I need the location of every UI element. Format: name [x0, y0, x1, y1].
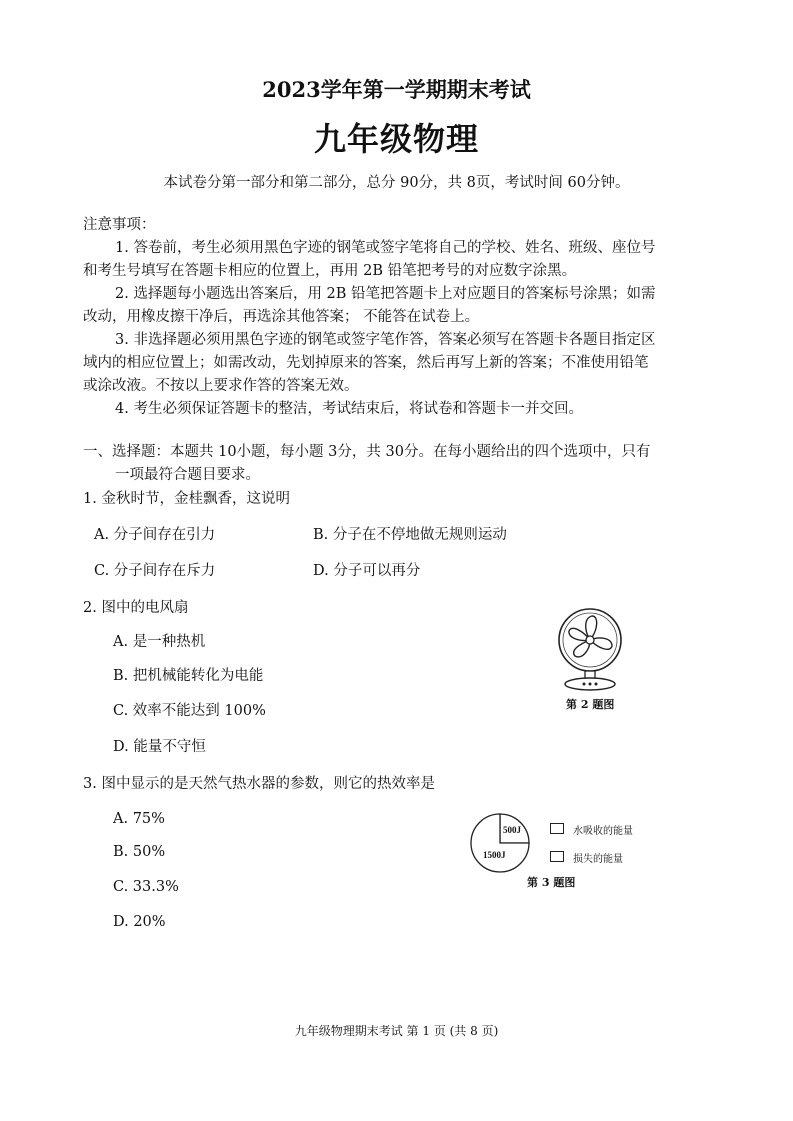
question-1-option-c: C. 分子间存在斥力: [94, 563, 216, 579]
question-3-stem: 3. 图中显示的是天然气热水器的参数，则它的热效率是: [83, 776, 435, 792]
notice-item-2-line-2: 改动，用橡皮擦干净后，再选涂其他答案； 不能答在试卷上。: [83, 309, 480, 325]
subject-title: 九年级物理: [313, 120, 479, 158]
question-3-option-c: C. 33.3%: [113, 879, 179, 895]
notice-item-2-line-1: 2. 选择题每小题选出答案后，用 2B 铅笔把答题卡上对应题目的答案标号涂黑；如需: [115, 286, 656, 302]
question-2-figure-caption: 第 2 题图: [566, 698, 615, 711]
question-2-option-d: D. 能量不守恒: [113, 739, 206, 755]
exam-title: 2023学年第一学期期末考试: [262, 77, 531, 102]
notice-item-1-line-1: 1. 答卷前，考生必须用黑色字迹的钢笔或签字笔将自己的学校、姓名、班级、座位号: [115, 240, 656, 256]
pie-slice-label-absorbed: 1500J: [483, 850, 506, 860]
question-2-option-b: B. 把机械能转化为电能: [113, 668, 264, 684]
notice-item-3-line-2: 域内的相应位置上；如需改动，先划掉原来的答案，然后再写上新的答案；不准使用铅笔: [83, 355, 649, 371]
question-2-option-a: A. 是一种热机: [113, 634, 206, 650]
electric-fan-figure: [554, 606, 626, 692]
question-2-option-c: C. 效率不能达到 100%: [113, 703, 266, 719]
question-3-option-b: B. 50%: [113, 844, 166, 860]
legend-label-absorbed: 水吸收的能量: [573, 826, 633, 837]
notice-item-4: 4. 考生必须保证答题卡的整洁，考试结束后，将试卷和答题卡一并交回。: [115, 401, 583, 417]
question-2-stem: 2. 图中的电风扇: [83, 600, 189, 616]
notice-heading: 注意事项：: [83, 217, 156, 233]
notice-item-1-line-2: 和考生号填写在答题卡相应的位置上，再用 2B 铅笔把考号的对应数字涂黑。: [83, 263, 577, 279]
notice-item-3-line-3: 或涂改液。不按以上要求作答的答案无效。: [83, 378, 359, 394]
legend-swatch-absorbed: [550, 823, 564, 834]
section-1-instructions-line-1: 一、选择题：本题共 10小题，每小题 3分，共 30分。在每小题给出的四个选项中，只有: [83, 444, 651, 460]
notice-item-3-line-1: 3. 非选择题必须用黑色字迹的钢笔或签字笔作答，答案必须写在答题卡各题目指定区: [115, 332, 656, 348]
question-3-option-a: A. 75%: [113, 811, 165, 827]
section-1-instructions-line-2: 一项最符合题目要求。: [115, 467, 260, 483]
pie-slice-label-lost: 500J: [503, 825, 521, 835]
exam-summary: 本试卷分第一部分和第二部分，总分 90分，共 8页，考试时间 60分钟。: [163, 175, 630, 191]
energy-pie-chart: [462, 812, 540, 874]
question-3-option-d: D. 20%: [113, 914, 166, 930]
question-1-stem: 1. 金秋时节，金桂飘香，这说明: [83, 491, 290, 507]
question-3-figure-caption: 第 3 题图: [527, 876, 576, 889]
question-1-option-a: A. 分子间存在引力: [94, 527, 216, 543]
question-1-option-d: D. 分子可以再分: [313, 563, 421, 579]
legend-label-lost: 损失的能量: [573, 854, 623, 865]
question-1-option-b: B. 分子在不停地做无规则运动: [313, 527, 507, 543]
legend-swatch-lost: [550, 851, 564, 862]
page-footer: 九年级物理期末考试 第 1 页 (共 8 页): [294, 1024, 499, 1038]
